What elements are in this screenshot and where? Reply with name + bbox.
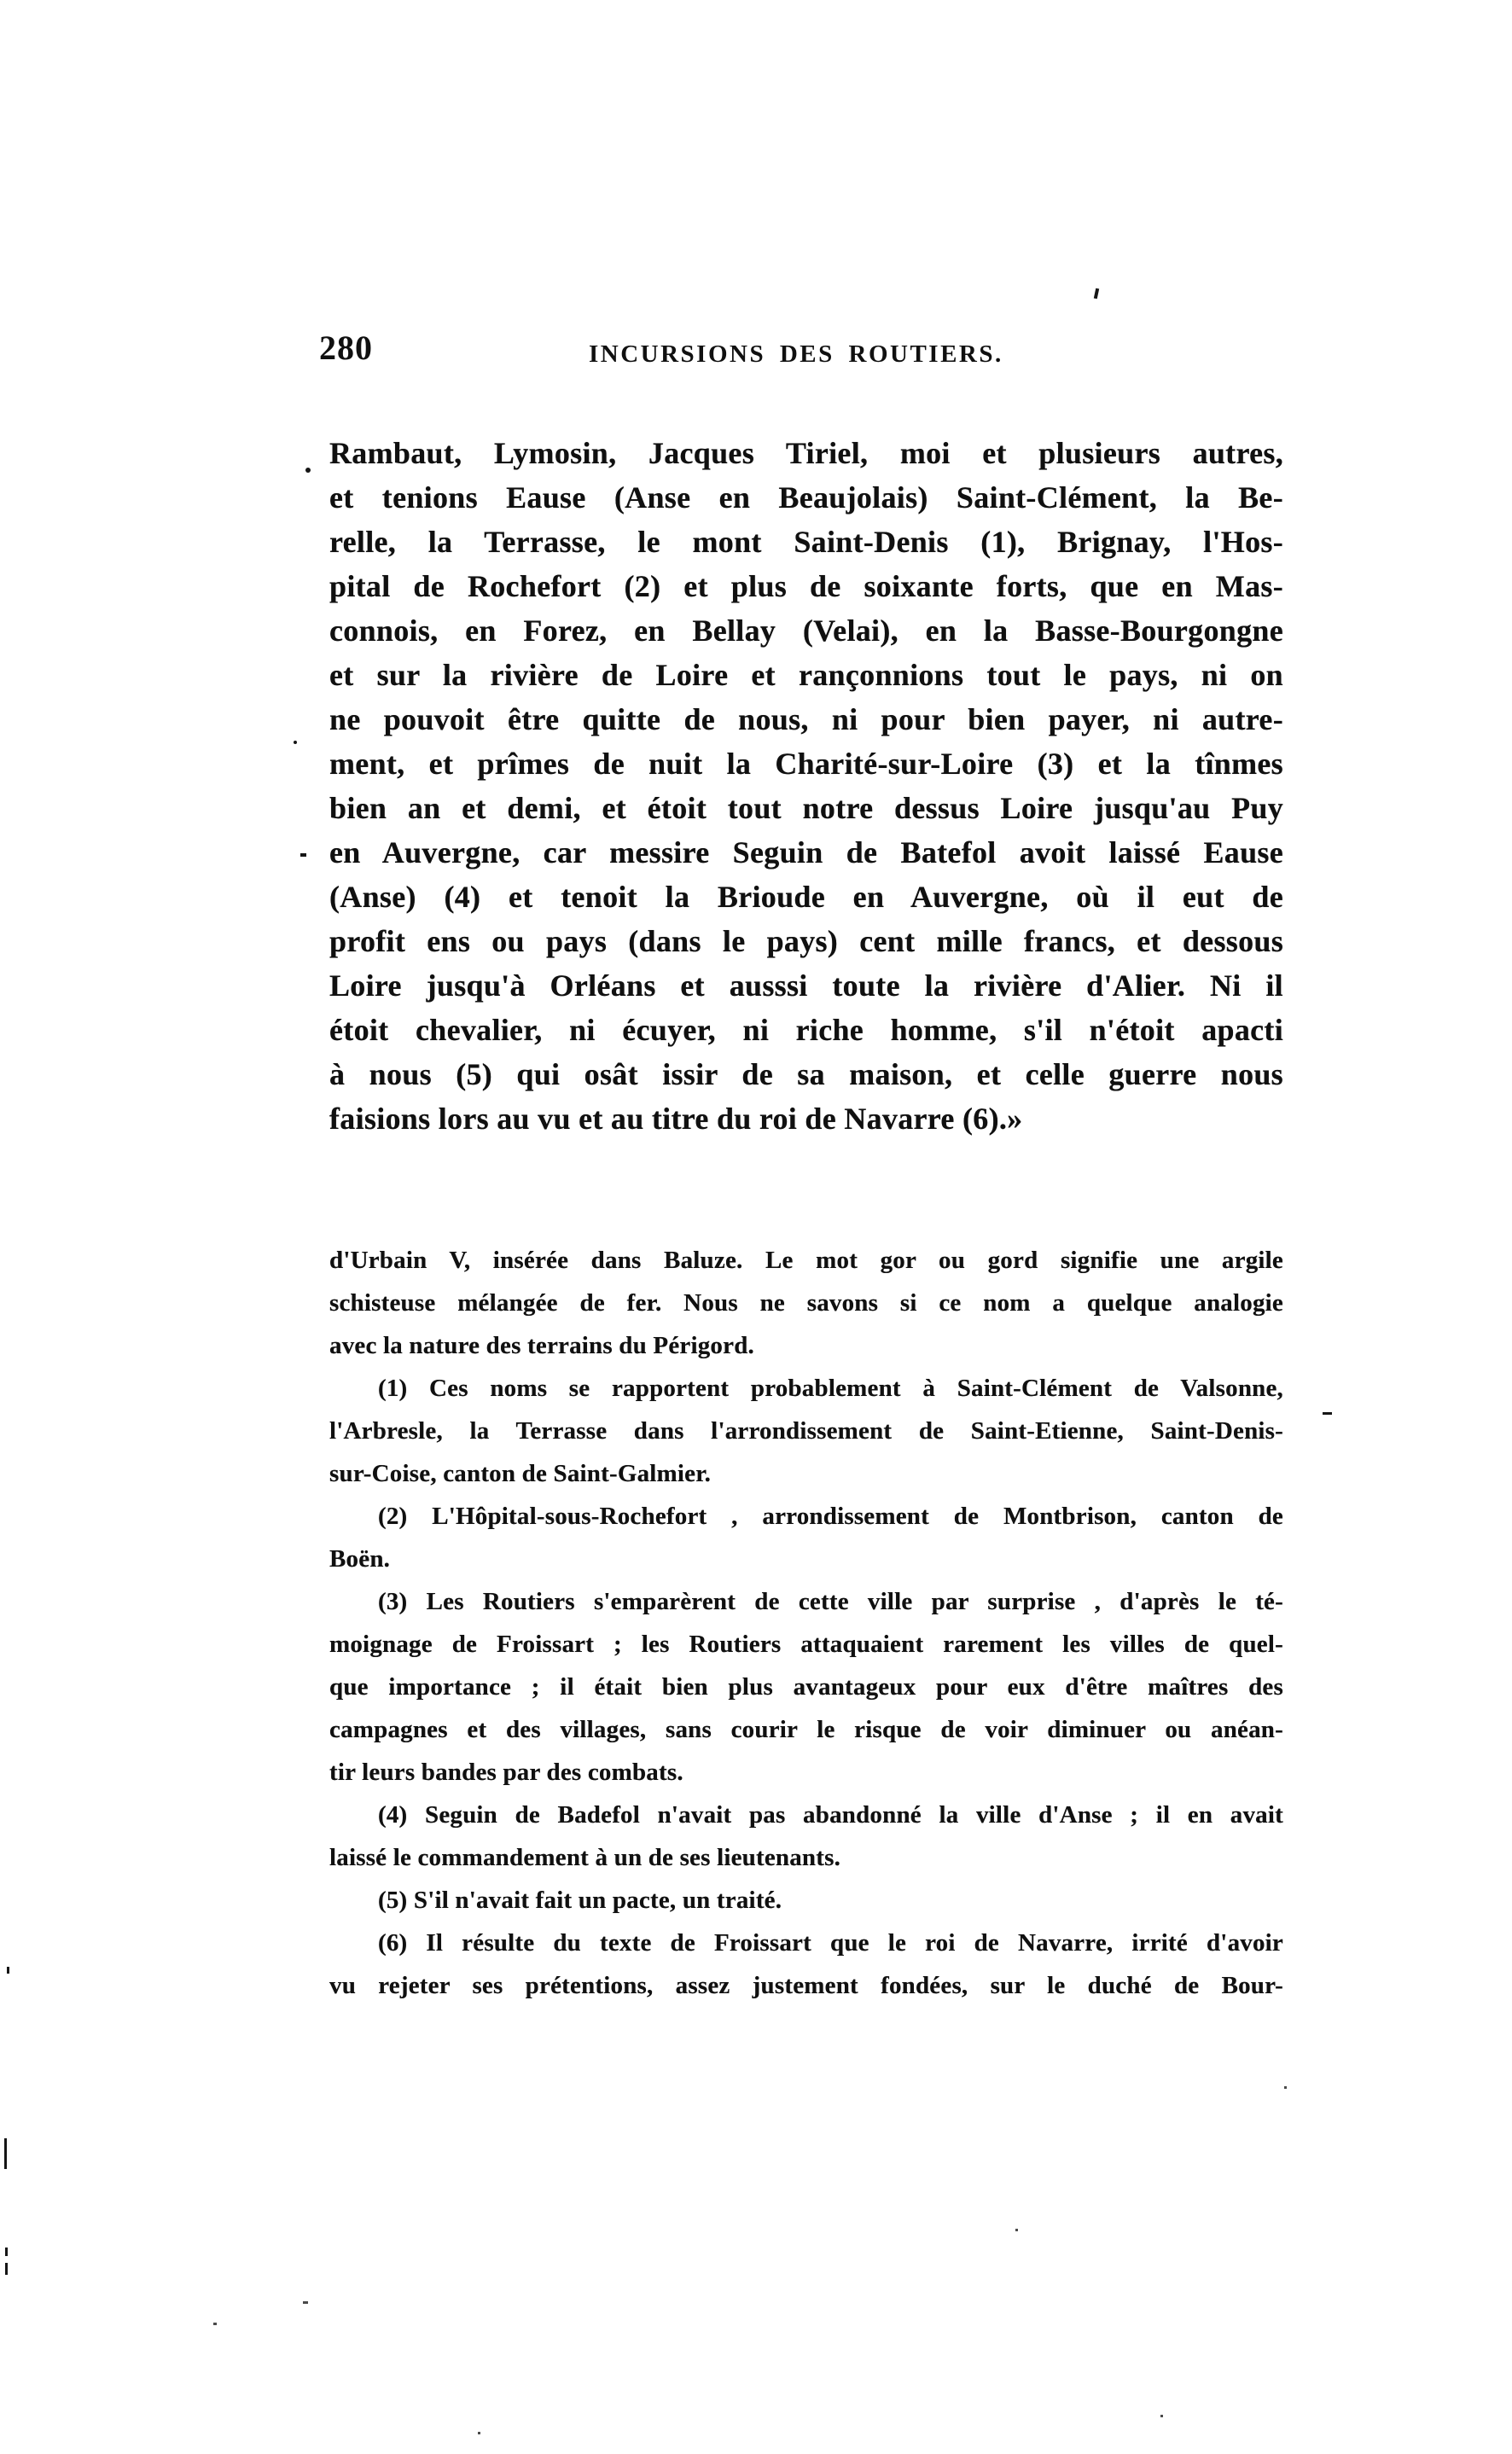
- text-line: l'Arbresle, la Terrasse dans l'arrondissement de Saint-Etienne, Saint-Denis-: [329, 1417, 1283, 1445]
- main-paragraph: [329, 431, 1283, 1141]
- footnote-paragraph: [329, 1239, 1283, 1367]
- text-line: étoit chevalier, ni écuyer, ni riche homme, s'il n'étoit apacti: [329, 1013, 1283, 1047]
- text-line: Rambaut, Lymosin, Jacques Tiriel, moi et plusieurs autres,: [329, 436, 1283, 470]
- text-line: (6) Il résulte du texte de Froissart que le roi de Navarre, irrité d'avoir: [378, 1929, 1283, 1957]
- text-line: et sur la rivière de Loire et rançonnions tout le pays, ni on: [329, 658, 1283, 692]
- text-line: relle, la Terrasse, le mont Saint-Denis (1), Brignay, l'Hos-: [329, 525, 1283, 559]
- text-line: d'Urbain V, insérée dans Baluze. Le mot gor ou gord signifie une argile: [329, 1247, 1283, 1274]
- footnote-paragraph: [329, 1879, 1283, 1922]
- text-line: en Auvergne, car messire Seguin de Batefol avoit laissé Eause: [329, 835, 1283, 869]
- scan-artifact: [478, 2432, 480, 2434]
- text-line: que importance ; il était bien plus avantageux pour eux d'être maîtres des: [329, 1673, 1283, 1701]
- scan-artifact: [4, 2138, 7, 2169]
- text-line: campagnes et des villages, sans courir le risque de voir diminuer ou anéan-: [329, 1716, 1283, 1743]
- text-line: (3) Les Routiers s'emparèrent de cette ville par surprise , d'après le té-: [378, 1588, 1283, 1615]
- footnote-paragraph: [329, 1495, 1283, 1580]
- footnote-paragraph: [329, 1580, 1283, 1794]
- scan-artifact: [5, 2263, 8, 2275]
- scan-artifact: [303, 2301, 308, 2304]
- text-line: (1) Ces noms se rapportent probablement à Saint-Clément de Valsonne,: [378, 1375, 1283, 1402]
- text-line: (5) S'il n'avait fait un pacte, un traité.: [378, 1887, 782, 1914]
- scan-artifact: [1284, 2086, 1287, 2089]
- scan-artifact: [294, 741, 297, 744]
- scan-artifact: [5, 2248, 8, 2256]
- text-line: Loire jusqu'à Orléans et ausssi toute la rivière d'Alier. Ni il: [329, 968, 1283, 1003]
- scan-artifact: [1323, 1412, 1332, 1415]
- scan-artifact: [7, 1967, 9, 1974]
- text-line: (Anse) (4) et tenoit la Brioude en Auvergne, où il eut de: [329, 880, 1283, 914]
- text-line: connois, en Forez, en Bellay (Velai), en la Basse-Bourgongne: [329, 614, 1283, 648]
- footnote-paragraph: [329, 1922, 1283, 2007]
- scan-artifact: [1160, 2415, 1163, 2417]
- text-line: (2) L'Hôpital-sous-Rochefort , arrondissement de Montbrison, canton de: [378, 1503, 1283, 1530]
- text-line: bien an et demi, et étoit tout notre dessus Loire jusqu'au Puy: [329, 791, 1283, 825]
- page-number: 280: [319, 329, 373, 367]
- text-line: faisions lors au vu et au titre du roi de Navarre (6).»: [329, 1102, 1023, 1136]
- text-line: et tenions Eause (Anse en Beaujolais) Saint-Clément, la Be-: [329, 480, 1283, 515]
- text-line: tir leurs bandes par des combats.: [329, 1759, 683, 1786]
- text-line: vu rejeter ses prétentions, assez justement fondées, sur le duché de Bour-: [329, 1972, 1283, 1999]
- running-title: INCURSIONS DES ROUTIERS.: [589, 340, 1003, 368]
- scan-artifact: [1094, 288, 1099, 299]
- text-line: à nous (5) qui osât issir de sa maison, et celle guerre nous: [329, 1057, 1283, 1091]
- footnotes: [329, 1239, 1283, 2007]
- text-line: profit ens ou pays (dans le pays) cent mille francs, et dessous: [329, 924, 1283, 958]
- text-line: Boën.: [329, 1545, 391, 1573]
- text-line: avec la nature des terrains du Périgord.: [329, 1332, 754, 1359]
- text-line: sur-Coise, canton de Saint-Galmier.: [329, 1460, 712, 1487]
- text-line: schisteuse mélangée de fer. Nous ne savons si ce nom a quelque analogie: [329, 1289, 1283, 1317]
- text-line: moignage de Froissart ; les Routiers attaquaient rarement les villes de quel-: [329, 1631, 1283, 1658]
- scan-artifact: [300, 853, 306, 857]
- text-line: pital de Rochefort (2) et plus de soixante forts, que en Mas-: [329, 569, 1283, 603]
- text-line: ne pouvoit être quitte de nous, ni pour bien payer, ni autre-: [329, 702, 1283, 736]
- scan-artifact: [213, 2323, 217, 2325]
- text-line: (4) Seguin de Badefol n'avait pas abandonné la ville d'Anse ; il en avait: [378, 1801, 1283, 1829]
- footnote-paragraph: [329, 1794, 1283, 1879]
- scan-artifact: [1015, 2229, 1018, 2231]
- footnote-paragraph: [329, 1367, 1283, 1495]
- text-line: laissé le commandement à un de ses lieutenants.: [329, 1844, 841, 1871]
- scan-artifact: [305, 468, 311, 473]
- text-line: ment, et prîmes de nuit la Charité-sur-Loire (3) et la tînmes: [329, 747, 1283, 781]
